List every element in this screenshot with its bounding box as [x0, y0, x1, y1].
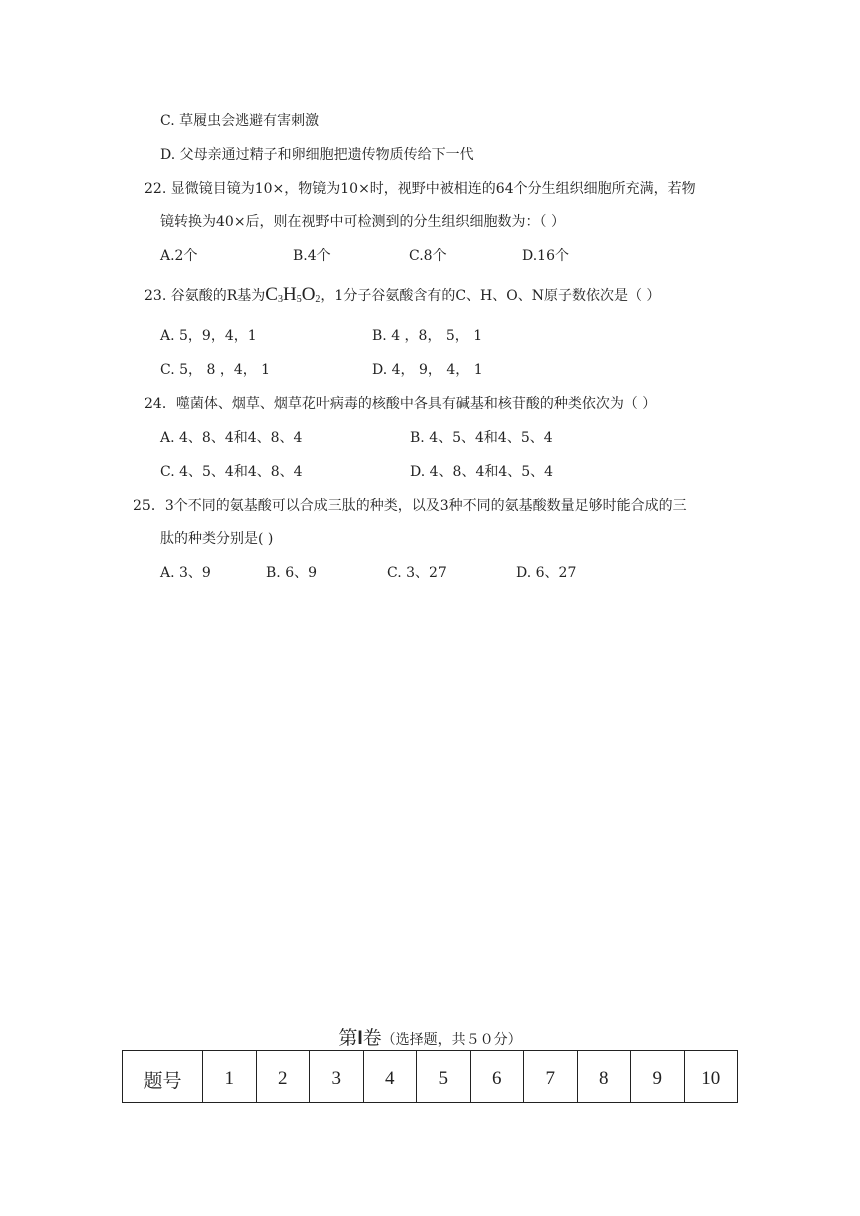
- q22-option-d: D.16个: [522, 248, 569, 264]
- q25-stem-line1: 25．3个不同的氨基酸可以合成三肽的种类，以及3种不同的氨基酸数量足够时能合成的三: [133, 498, 687, 514]
- score-table-col: 9: [631, 1051, 685, 1103]
- q22-stem-line2: 镜转换为40×后，则在视野中可检测到的分生组织细胞数为：（ ）: [160, 214, 565, 230]
- score-table-col: 1: [203, 1051, 257, 1103]
- q24-option-b: B. 4、5、4和4、5、4: [410, 430, 553, 446]
- q24-stem: 24．噬菌体、烟草、烟草花叶病毒的核酸中各具有碱基和核苷酸的种类依次为（ ）: [144, 396, 657, 412]
- score-table-header: 题号: [123, 1051, 203, 1103]
- score-table-col: 7: [524, 1051, 578, 1103]
- q21-option-d: D. 父母亲通过精子和卵细胞把遗传物质传给下一代: [160, 147, 474, 163]
- q23-stem: [144, 286, 660, 309]
- q25-option-c: C. 3、27: [387, 565, 447, 581]
- score-table-col: 8: [577, 1051, 631, 1103]
- score-table: [122, 1050, 738, 1103]
- section-title: 第I卷（选择题，共５０分）: [338, 1027, 522, 1049]
- q25-option-a: A. 3、9: [160, 565, 211, 581]
- q21-option-c: C. 草履虫会逃避有害刺激: [160, 113, 320, 129]
- q22-option-c: C.8个: [409, 248, 447, 264]
- score-table-col: 6: [470, 1051, 524, 1103]
- score-table-header-row: [123, 1051, 738, 1103]
- q22-stem-line1: 22. 显微镜目镜为10×，物镜为10×时，视野中被相连的64个分生组织细胞所充满，若物: [144, 181, 696, 197]
- score-table-col: 3: [310, 1051, 364, 1103]
- q23-option-c: C. 5， 8 ，4， 1: [160, 362, 271, 378]
- r-group-formula: $C_3H_5O_2$: [265, 284, 321, 305]
- q23-suffix: ，1分子谷氨酸含有的C、H、O、N原子数依次是（ ）: [320, 288, 661, 304]
- q23-prefix: 23. 谷氨酸的R基为: [144, 288, 266, 304]
- q25-stem-line2: 肽的种类分别是( ): [160, 531, 274, 547]
- score-table-col: 5: [417, 1051, 471, 1103]
- q22-option-a: A.2个: [160, 248, 198, 264]
- q25-option-b: B. 6、9: [266, 565, 318, 581]
- score-table-col: 2: [256, 1051, 310, 1103]
- q24-option-c: C. 4、5、4和4、8、4: [160, 464, 303, 480]
- q23-option-a: A. 5，9，4，1: [160, 328, 257, 344]
- q22-option-b: B.4个: [293, 248, 331, 264]
- score-table-col: 4: [363, 1051, 417, 1103]
- q23-option-b: B. 4 ，8， 5， 1: [372, 328, 483, 344]
- q25-option-d: D. 6、27: [516, 565, 577, 581]
- score-table-col: 10: [684, 1051, 738, 1103]
- q23-option-d: D. 4， 9， 4， 1: [372, 362, 483, 378]
- q24-option-d: D. 4、8、4和4、5、4: [410, 464, 554, 480]
- q24-option-a: A. 4、8、4和4、8、4: [160, 430, 303, 446]
